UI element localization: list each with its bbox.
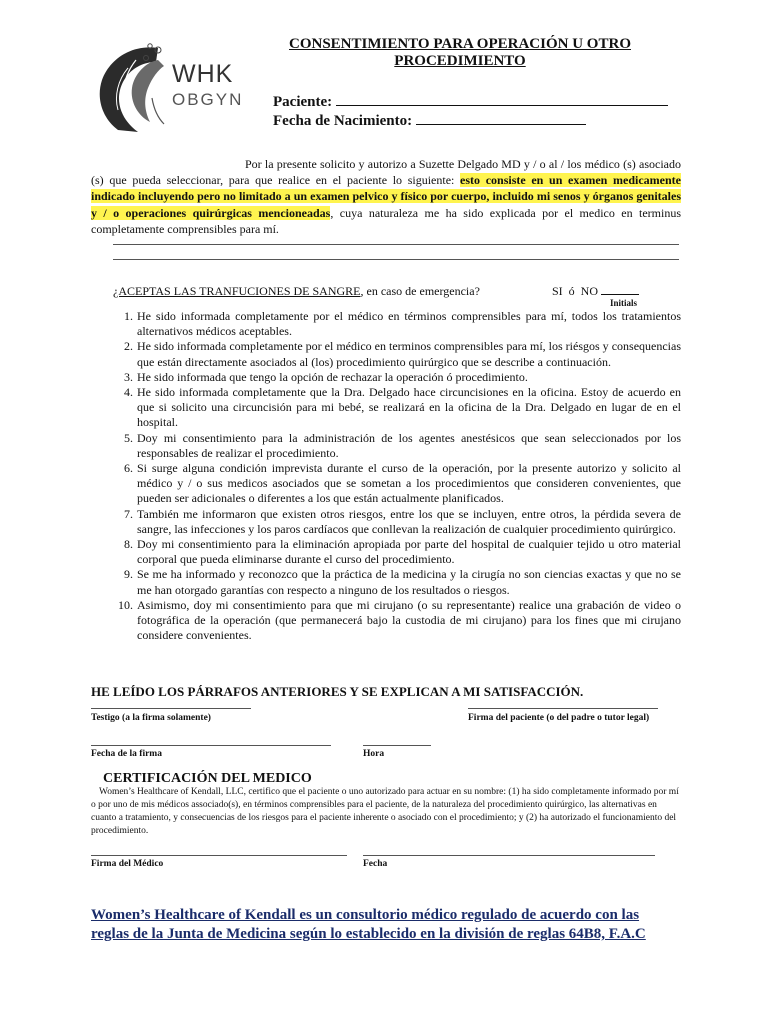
yes-no-options: SI ó NO (552, 284, 599, 298)
list-item: 7. También me informaron que existen otros riesgos, entre los que se incluyen, entre otros, la pérdida severa de sangre, las infecciones y los paros cardíacos que conllevan la realización de cualquier procedimiento quirúrgico. (124, 506, 681, 536)
consent-intro-paragraph (91, 156, 681, 237)
blood-transfusion-options (552, 284, 639, 299)
signature-date-label: Fecha de la firma (91, 749, 162, 759)
title-line-2: PROCEDIMIENTO (394, 53, 526, 69)
patient-name-label: Paciente: (273, 94, 333, 110)
list-item: 9. Se me ha informado y reconozco que la práctica de la medicina y la cirugía no son ciencias exactas y que no se me han otorgado garantías con respecto a ninguno de los resultados o riesgos. (124, 567, 681, 597)
doctor-date-line[interactable] (363, 855, 655, 856)
title-line-1: CONSENTIMIENTO PARA OPERACIÓN U OTRO (289, 36, 631, 52)
logo-text-whk: WHK (172, 60, 234, 88)
list-item: 4. He sido informada completamente que la Dra. Delgado hace circuncisiones en la oficina. Estoy de acuerdo en que si solicito una circuncisión para mi bebé, se realizará en la oficina de la Dra. Delgado en lugar de en el hospital. (124, 385, 681, 430)
patient-signature-line[interactable] (468, 708, 658, 709)
list-item: 1. He sido informada completamente por el médico en términos comprensibles para mí, todos los tratamientos alternativos médicos aceptables. (124, 309, 681, 339)
list-item: 10. Asimismo, doy mi consentimiento para que mi cirujano (o su representante) realice una grabación de video o fotográfica de la operación (que permanecerá bajo la custodia de mi cirujano) para los fines que mi cirujano considere convenientes. (118, 597, 681, 643)
list-item: 8. Doy mi consentimiento para la eliminación apropiada por parte del hospital de cualquier tejido u otro material corporal que pueda eliminarse durante el curso del procedimiento. (124, 537, 681, 567)
initials-input[interactable] (601, 284, 639, 295)
certification-body (91, 786, 681, 838)
logo-text-obgyn: OBGYN (172, 90, 244, 109)
list-item: 5. Doy mi consentimiento para la administración de los agentes anestésicos que sean seleccionados por los responsables de realizar el procedimiento. (124, 430, 681, 460)
document-title (270, 36, 650, 70)
initials-label: Initials (610, 298, 638, 308)
birthdate-label: Fecha de Nacimiento: (273, 113, 413, 129)
witness-signature-label: Testigo (a la firma solamente) (91, 713, 211, 723)
acknowledgement-heading: HE LEÍDO LOS PÁRRAFOS ANTERIORES Y SE EXPLICAN A MI SATISFACCIÓN. (91, 684, 584, 699)
list-item: 6. Si surge alguna condición imprevista durante el curso de la operación, por la presente autorizo y solicito al médico y / o sus medicos asociados que se sometan a los procedimientos que consideren convenientes, que pueden ser adicionales o diferentes a los que están actualmente planificados. (124, 461, 681, 506)
certification-text: Women’s Healthcare of Kendall, LLC, certifico que el paciente o uno autorizado para actuar en su nombre: (1) ha sido completamente informado por mí o por uno de mis médicos associado(s), en términos comprensibles para el paciente, de la naturaleza del procedimiento quirúrgico, las alternativas en cuanto a tratamiento, y consecuencias de los riesgos para el paciente inherente o asociado con el procedimiento; y (2) ha autorizado el funcionamiento del procedimiento. (91, 787, 679, 836)
signature-date-line[interactable] (91, 745, 331, 746)
intro-text-end: , cuya naturaleza me ha sido explicada por el medico en terminus completamente comprensibles para mí. (91, 205, 682, 236)
patient-name-input[interactable] (336, 91, 668, 106)
birthdate-input[interactable] (416, 110, 586, 125)
list-item: 2. He sido informada completamente por el médico en terminos comprensibles para mí, los riésgos y consequencias que están directamente asociados al (los) procedimiento quirúrgico que se describe a continuación. (124, 339, 681, 369)
signature-hour-line[interactable] (363, 745, 431, 746)
intro-highlighted-text: esto consiste en un examen medicamente indicado incluyendo pero no limitado a un examen pelvico y físico por cuerpo, incluido mi senos y órganos genitales y / o operaciones quirúrgicas mencioneadas (91, 173, 681, 220)
certification-title: CERTIFICACIÓN DEL MEDICO (103, 771, 312, 786)
patient-signature-label: Firma del paciente (o del padre o tutor legal) (468, 713, 650, 723)
birthdate-field (273, 110, 586, 130)
doctor-signature-line[interactable] (91, 855, 347, 856)
blood-question-underlined: ¿ACEPTAS LAS TRANFUCIONES DE SANGRE (113, 284, 361, 298)
list-item: 3. He sido informada que tengo la opción de rechazar la operación ó procedimiento. (124, 369, 528, 384)
procedure-blank-line-1[interactable] (113, 244, 679, 245)
doctor-date-label: Fecha (363, 859, 388, 869)
witness-signature-line[interactable] (91, 708, 251, 709)
signature-hour-label: Hora (363, 749, 385, 759)
procedure-blank-line-2[interactable] (113, 259, 679, 260)
blood-question-rest: , en caso de emergencia? (360, 284, 480, 298)
intro-text-start: Por la presente solicito y autorizo a Suzette Delgado MD y / o al / los médico (s) asociado (s) que pueda seleccionar, para que realice en el paciente lo siguiente: (91, 157, 681, 188)
footer-regulation-notice: Women’s Healthcare of Kendall es un consultorio médico regulado de acuerdo con las reglas de la Junta de Medicina según lo establecido en la división de reglas 64B8, F.A.C (91, 907, 646, 942)
patient-name-field (273, 91, 668, 111)
doctor-signature-label: Firma del Médico (91, 859, 164, 869)
consent-items-list (113, 309, 681, 643)
blood-transfusion-question (113, 284, 480, 299)
